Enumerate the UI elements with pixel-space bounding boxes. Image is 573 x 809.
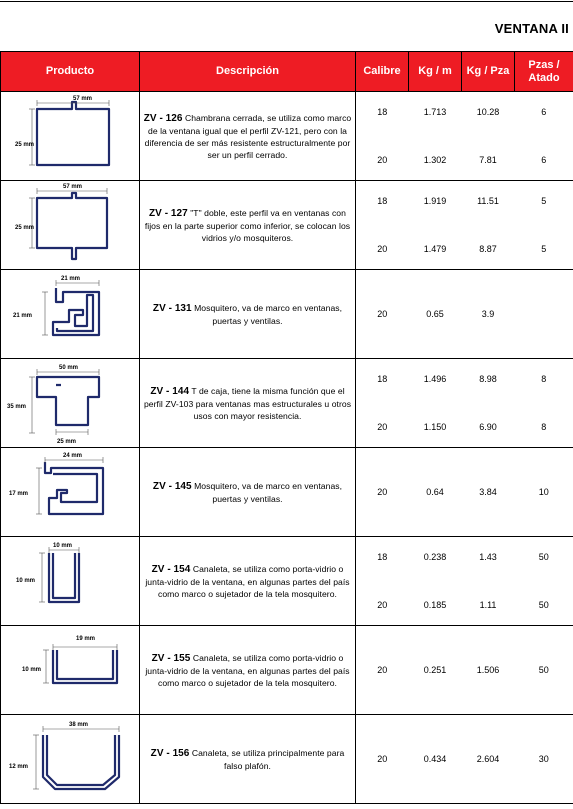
top-rule	[0, 1, 573, 2]
dimension-label: 10 mm	[22, 667, 42, 673]
kgpza-value: 11.51	[477, 196, 499, 206]
profile-drawing	[1, 181, 140, 269]
pzas-value: 10	[538, 487, 549, 497]
calibre-cell	[356, 626, 409, 715]
dimension-label: 57 mm	[63, 184, 83, 190]
description-cell	[140, 537, 356, 626]
product-cell	[1, 181, 140, 270]
table-row	[1, 181, 573, 270]
product-description: Canaleta, se utiliza como porta-vidrio o junta-vidrio de la ventana, en algunas partes del país como marco o sujetador de la tela mosquitero.	[145, 652, 350, 688]
product-description: Mosquitero, va de marco en ventanas, puertas y ventilas.	[191, 480, 343, 504]
col-header-pzas-atado: Pzas / Atado	[515, 52, 573, 92]
col-header-kg-pza: Kg / Pza	[462, 52, 515, 92]
calibre-value: 20	[377, 244, 388, 254]
pzas-cell	[515, 626, 573, 715]
table-row	[1, 359, 573, 448]
product-cell	[1, 448, 140, 537]
calibre-value: 18	[377, 196, 388, 206]
kgpza-value: 6.90	[479, 422, 497, 432]
kgpza-cell	[462, 92, 515, 181]
kgpza-value: 2.604	[476, 754, 500, 764]
product-cell	[1, 359, 140, 448]
kgpza-cell	[462, 270, 515, 359]
kgpza-cell	[462, 537, 515, 626]
kgm-value: 1.496	[423, 374, 447, 384]
kgm-value: 0.65	[426, 309, 444, 319]
calibre-cell	[356, 448, 409, 537]
kgpza-cell	[462, 448, 515, 537]
dimension-label: 21 mm	[61, 276, 81, 282]
pzas-value: 6	[541, 107, 547, 117]
kgm-cell	[409, 92, 462, 181]
dimension-label: 24 mm	[63, 453, 83, 459]
dimension-label: 25 mm	[15, 142, 35, 148]
col-header-kg-m: Kg / m	[409, 52, 462, 92]
product-description: Chambrana cerrada, se utiliza como marco de la ventana igual que el perfil ZV-121, pero con la diferencia de ser más resistente estructuralmente por ser un perfil cerrado.	[144, 112, 352, 160]
profile-drawing	[1, 92, 140, 180]
description-cell	[140, 715, 356, 804]
kgm-value: 1.150	[423, 422, 447, 432]
profile-outline	[49, 553, 79, 602]
table-row	[1, 537, 573, 626]
col-header-calibre: Calibre	[356, 52, 409, 92]
table-row	[1, 715, 573, 804]
calibre-cell	[356, 270, 409, 359]
product-code: ZV - 131	[152, 302, 192, 314]
product-description: Canaleta, se utiliza como porta-vidrio o junta-vidrio de la ventana, en algunas partes del país como marco o sujetador de la tela mosquitero.	[145, 563, 350, 599]
kgm-cell	[409, 181, 462, 270]
kgpza-value: 3.9	[481, 309, 495, 319]
profile-outline	[45, 462, 103, 514]
profile-drawing	[1, 359, 140, 447]
calibre-value: 18	[377, 552, 388, 562]
product-code: ZV - 154	[151, 563, 191, 575]
pzas-value: 6	[541, 155, 547, 165]
kgpza-value: 8.98	[479, 374, 497, 384]
kgm-cell	[409, 270, 462, 359]
product-description: Canaleta, se utiliza principalmente para falso plafón.	[189, 747, 345, 771]
calibre-value: 18	[377, 374, 388, 384]
profile-outline	[37, 377, 99, 425]
profile-outline	[37, 193, 107, 259]
kgpza-value: 3.84	[479, 487, 497, 497]
kgm-value: 0.185	[423, 600, 447, 610]
calibre-cell	[356, 92, 409, 181]
dimension-label: 10 mm	[16, 578, 36, 584]
kgm-value: 0.64	[426, 487, 444, 497]
profile-drawing	[1, 270, 140, 358]
dimension-label: 50 mm	[59, 365, 79, 371]
page-title: VENTANA II	[494, 21, 569, 36]
product-cell	[1, 92, 140, 181]
table-row	[1, 626, 573, 715]
dimension-label: 21 mm	[13, 313, 33, 319]
calibre-value: 20	[377, 754, 388, 764]
calibre-cell	[356, 715, 409, 804]
calibre-value: 20	[377, 665, 388, 675]
kgm-value: 0.251	[423, 665, 447, 675]
kgpza-cell	[462, 715, 515, 804]
dimension-label: 17 mm	[9, 491, 29, 497]
profile-drawing	[1, 626, 140, 714]
kgpza-value: 1.506	[476, 665, 500, 675]
dimension-label: 35 mm	[7, 404, 27, 410]
calibre-cell	[356, 181, 409, 270]
kgm-value: 1.302	[423, 155, 447, 165]
col-header-producto: Producto	[1, 52, 140, 92]
kgm-value: 0.238	[423, 552, 447, 562]
calibre-value: 18	[377, 107, 388, 117]
description-cell	[140, 92, 356, 181]
pzas-cell	[515, 359, 573, 448]
product-table	[0, 51, 573, 804]
pzas-value: 30	[538, 754, 549, 764]
kgm-cell	[409, 448, 462, 537]
pzas-cell	[515, 270, 573, 359]
dimension-label: 57 mm	[73, 96, 93, 102]
product-cell	[1, 626, 140, 715]
product-description: "T" doble, este perfil va en ventanas con fijos en la parte superior como inferior, se colocan los vidrios y/o mosquiteros.	[144, 207, 351, 243]
profile-drawing	[1, 715, 140, 803]
dimension-label: 25 mm	[57, 439, 77, 445]
pzas-cell	[515, 448, 573, 537]
dimension-label: 19 mm	[76, 636, 96, 642]
kgm-value: 1.919	[423, 196, 447, 206]
profile-outline	[43, 735, 119, 789]
kgm-value: 1.713	[423, 107, 447, 117]
kgm-cell	[409, 715, 462, 804]
kgm-cell	[409, 537, 462, 626]
kgpza-value: 1.43	[479, 552, 497, 562]
table-row	[1, 448, 573, 537]
pzas-cell	[515, 537, 573, 626]
profile-drawing	[1, 537, 140, 625]
description-cell	[140, 626, 356, 715]
description-cell	[140, 270, 356, 359]
pzas-value: 5	[541, 196, 547, 206]
table-row	[1, 270, 573, 359]
kgm-cell	[409, 626, 462, 715]
product-code: ZV - 144	[150, 385, 190, 397]
calibre-value: 20	[377, 309, 388, 319]
description-cell	[140, 448, 356, 537]
calibre-cell	[356, 359, 409, 448]
calibre-cell	[356, 537, 409, 626]
pzas-cell	[515, 92, 573, 181]
kgm-cell	[409, 359, 462, 448]
kgpza-value: 1.11	[479, 600, 497, 610]
product-cell	[1, 715, 140, 804]
description-cell	[140, 359, 356, 448]
dimension-label: 10 mm	[53, 543, 73, 549]
product-code: ZV - 127	[149, 207, 188, 219]
kgpza-value: 10.28	[476, 107, 500, 117]
dimension-label: 38 mm	[69, 722, 89, 728]
kgpza-value: 8.87	[479, 244, 497, 254]
profile-outline	[37, 102, 109, 165]
dimension-label: 12 mm	[9, 764, 29, 770]
col-header-descripcion: Descripción	[140, 52, 356, 92]
table-row	[1, 92, 573, 181]
product-description: T de caja, tiene la misma función que el perfil ZV-103 para ventanas mas estructurales u otros usos con mayor resistencia.	[143, 385, 352, 421]
product-code: ZV - 155	[151, 652, 191, 664]
calibre-value: 20	[377, 600, 388, 610]
pzas-value: 8	[541, 422, 547, 432]
calibre-value: 20	[377, 155, 388, 165]
profile-outline	[53, 650, 117, 683]
product-code: ZV - 156	[150, 747, 190, 759]
profile-drawing	[1, 448, 140, 536]
pzas-value: 8	[541, 374, 547, 384]
kgpza-cell	[462, 359, 515, 448]
dimension-label: 25 mm	[15, 225, 35, 231]
pzas-value: 50	[538, 552, 549, 562]
profile-outline	[53, 288, 99, 335]
kgm-value: 1.479	[423, 244, 447, 254]
product-code: ZV - 145	[152, 480, 192, 492]
calibre-value: 20	[377, 487, 388, 497]
pzas-value: 50	[538, 665, 549, 675]
product-cell	[1, 537, 140, 626]
kgpza-value: 7.81	[479, 155, 497, 165]
pzas-cell	[515, 181, 573, 270]
pzas-value: 50	[538, 600, 549, 610]
pzas-value: 5	[541, 244, 547, 254]
product-cell	[1, 270, 140, 359]
kgpza-cell	[462, 181, 515, 270]
pzas-cell	[515, 715, 573, 804]
description-cell	[140, 181, 356, 270]
kgm-value: 0.434	[423, 754, 447, 764]
calibre-value: 20	[377, 422, 388, 432]
product-description: Mosquitero, va de marco en ventanas, puertas y ventilas.	[191, 302, 343, 326]
product-code: ZV - 126	[143, 112, 183, 124]
table-header	[1, 52, 573, 92]
kgpza-cell	[462, 626, 515, 715]
